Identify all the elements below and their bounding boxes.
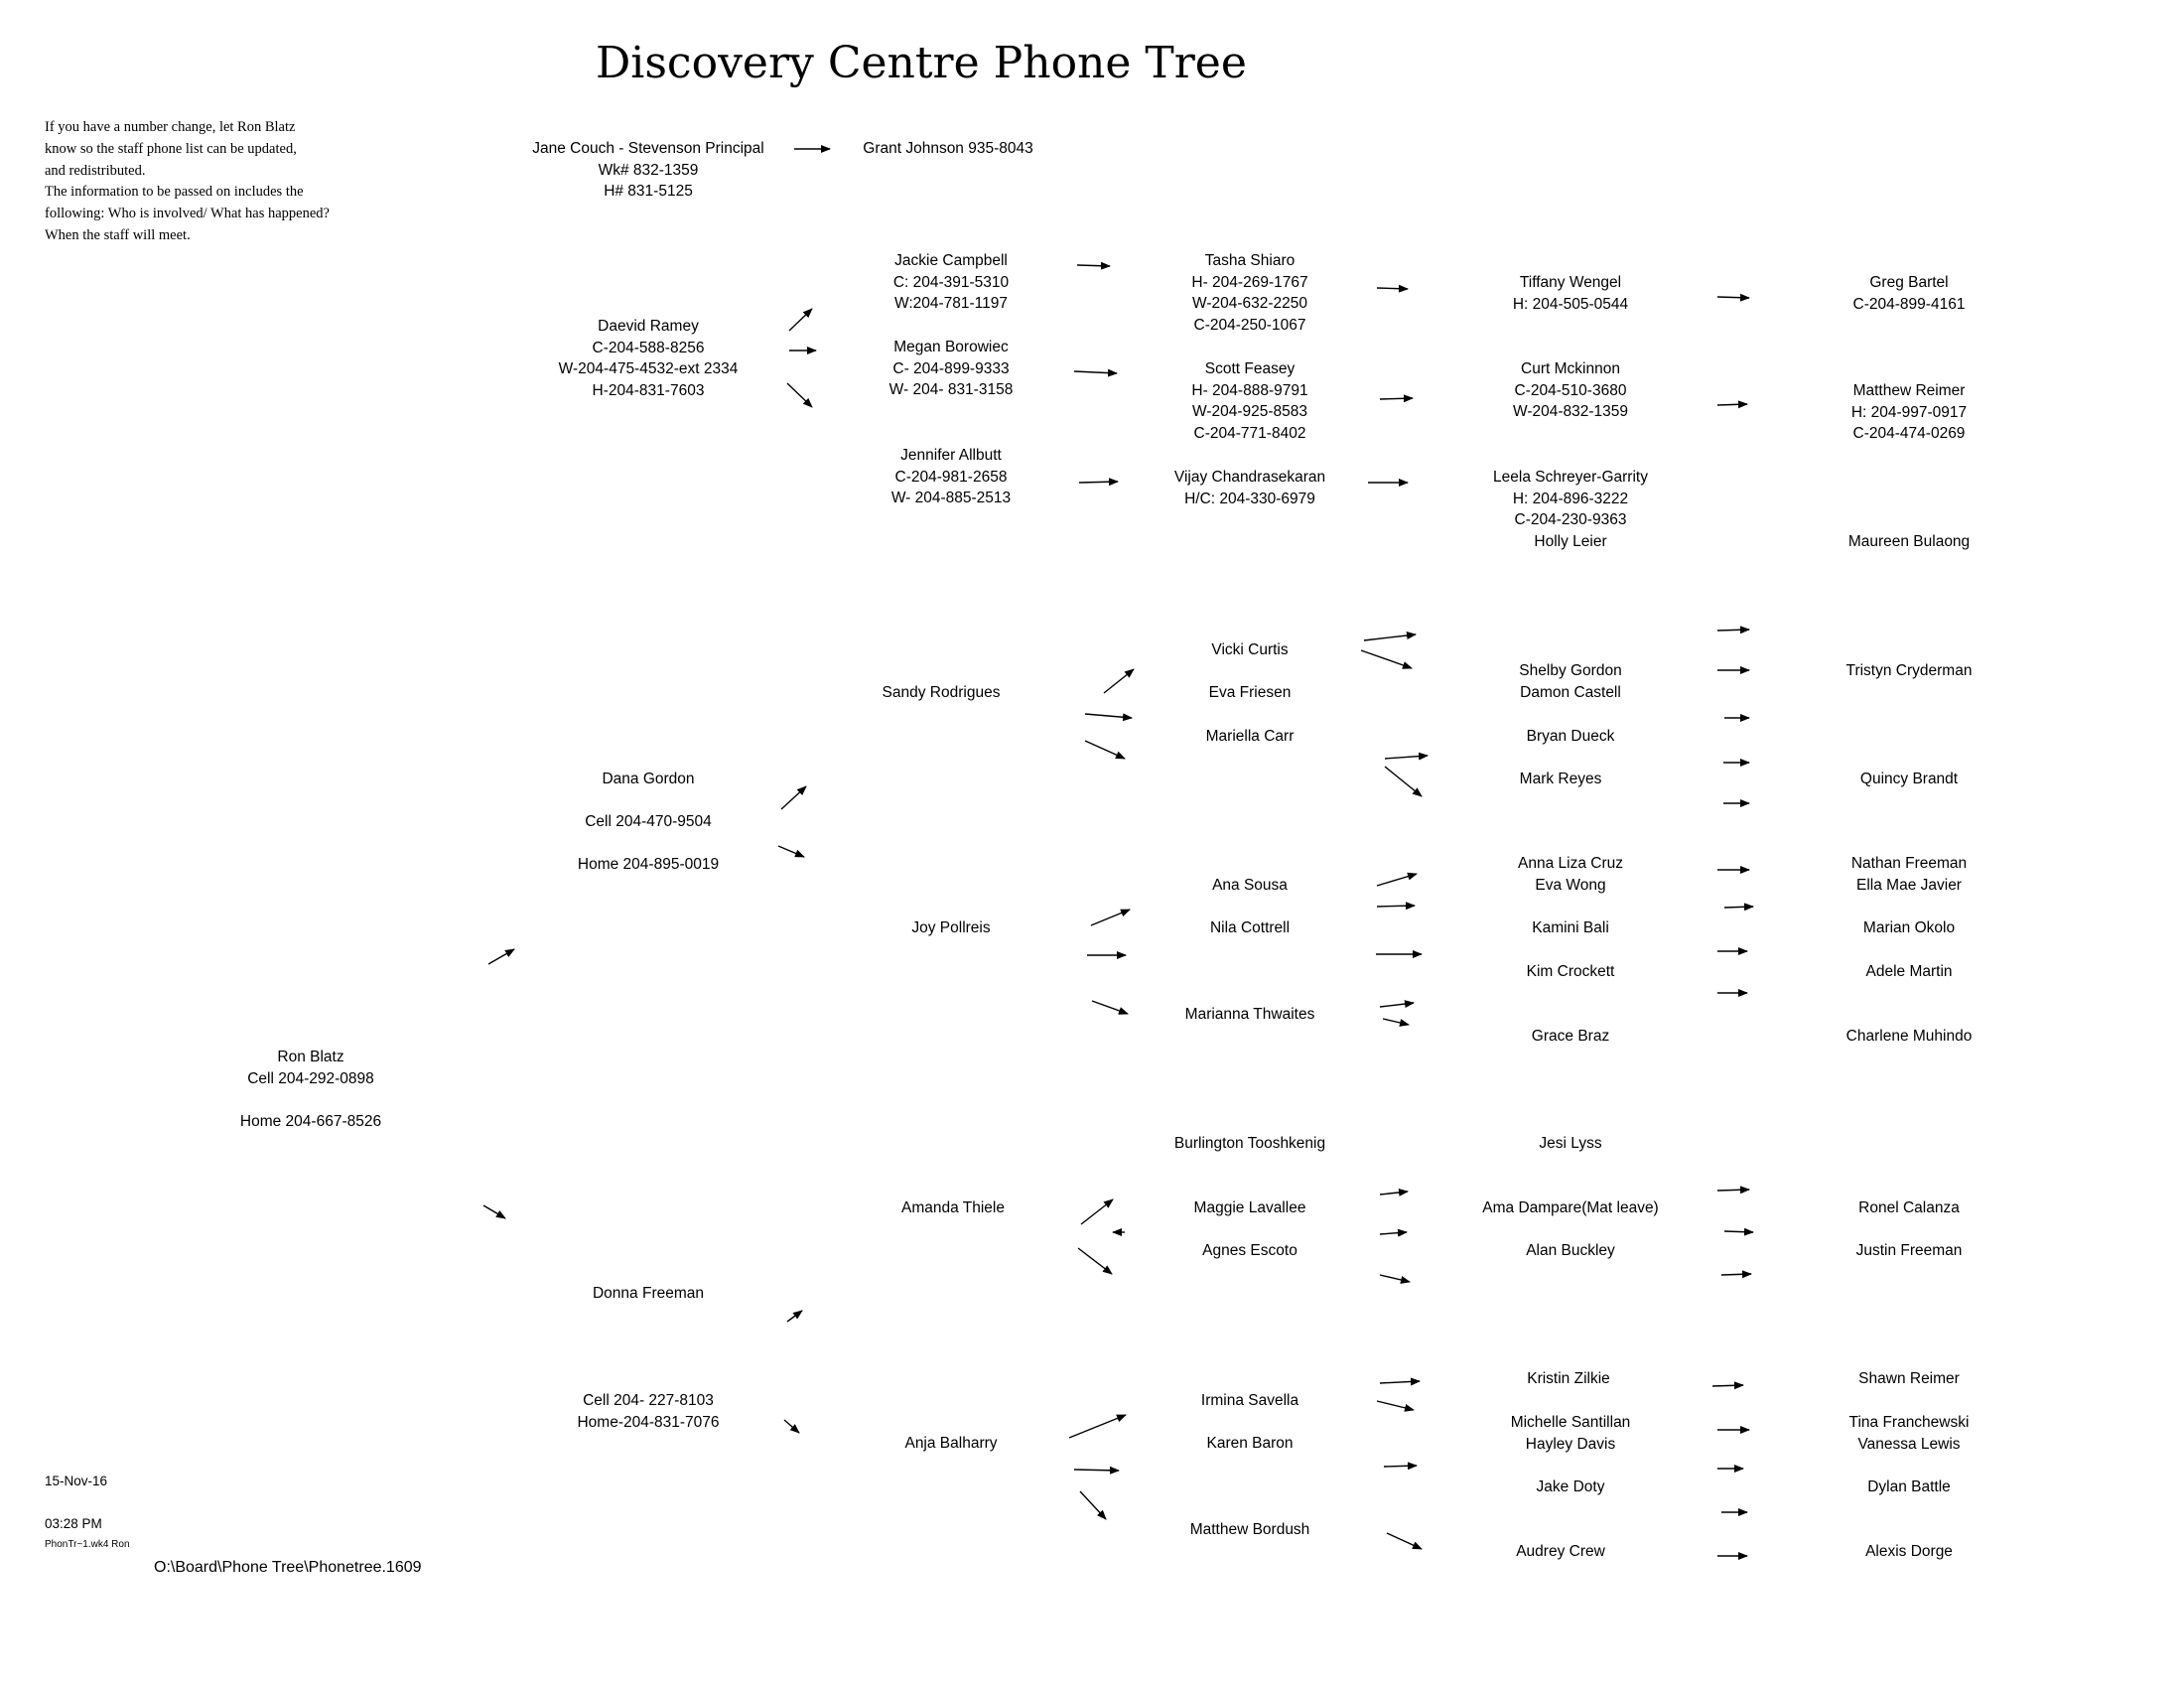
node-line: Vanessa Lewis — [1857, 1435, 1961, 1453]
node-jane-couch — [532, 138, 764, 203]
node-line: Anja Balharry — [904, 1435, 998, 1452]
connector-arrow — [1387, 1533, 1422, 1549]
node-burlington-tooshkenig — [1174, 1133, 1325, 1155]
connector-arrow — [778, 846, 804, 857]
node-line: Shawn Reimer — [1858, 1370, 1960, 1387]
connector-arrow — [787, 383, 812, 407]
node-justin-freeman — [1856, 1240, 1963, 1262]
node-jake-doty — [1537, 1477, 1605, 1498]
node-line: W:204-781-1197 — [893, 295, 1009, 313]
node-line: Tristyn Cryderman — [1845, 662, 1973, 679]
connector-arrow — [1380, 1381, 1420, 1383]
node-line: W-204-475-4532-ext 2334 — [558, 360, 739, 378]
node-line: Irmina Savella — [1200, 1392, 1299, 1409]
node-line: Marian Okolo — [1862, 919, 1956, 936]
node-scott-feasey — [1191, 358, 1307, 444]
node-line: Matthew Bordush — [1189, 1521, 1310, 1538]
node-line: Hayley Davis — [1525, 1435, 1616, 1453]
node-jennifer-allbutt — [891, 445, 1011, 509]
node-line: Jake Doty — [1536, 1478, 1605, 1495]
node-line: C-204-899-4161 — [1852, 295, 1966, 313]
node-line: Cell 204- 227-8103 — [583, 1392, 714, 1409]
node-line: Vijay Chandrasekaran — [1173, 469, 1326, 486]
node-shawn-reimer — [1858, 1368, 1960, 1390]
note-line: know so the staff phone list can be updated, — [45, 140, 297, 157]
node-ama-dampare — [1482, 1197, 1658, 1219]
node-alexis-dorge — [1865, 1541, 1953, 1563]
connector-arrow — [1380, 1275, 1410, 1282]
node-tiffany-wengel — [1513, 272, 1628, 315]
node-line: C-204-510-3680 — [1514, 381, 1627, 399]
node-line: Burlington Tooshkenig — [1173, 1135, 1326, 1152]
node-adele-martin — [1865, 961, 1952, 983]
node-line: H- 204-888-9791 — [1191, 381, 1308, 399]
node-line: C: 204-391-5310 — [892, 273, 1010, 291]
connector-arrow — [781, 786, 806, 809]
node-ana-sousa — [1212, 875, 1288, 897]
node-sandy-rodrigues — [883, 682, 1001, 704]
connector-arrow — [784, 1420, 799, 1433]
node-line: Grant Johnson 935-8043 — [863, 140, 1033, 157]
node-line: Agnes Escoto — [1202, 1242, 1297, 1259]
node-dylan-battle — [1867, 1477, 1951, 1498]
node-line: Ronel Calanza — [1858, 1199, 1960, 1216]
node-line: Tiffany Wengel — [1519, 274, 1622, 291]
node-line: Charlene Muhindo — [1845, 1028, 1973, 1045]
connector-arrow — [1085, 714, 1132, 718]
connector-arrow — [1717, 404, 1747, 405]
node-marian-okolo — [1863, 917, 1955, 939]
node-line: Greg Bartel — [1869, 274, 1949, 291]
connector-arrow — [1724, 907, 1753, 908]
footer-date: 15-Nov-16 — [45, 1474, 108, 1488]
node-line: Quincy Brandt — [1859, 771, 1959, 787]
node-line: Tasha Shiaro — [1204, 252, 1296, 269]
node-vijay-chandrasekaran — [1174, 467, 1325, 509]
node-line: Ana Sousa — [1212, 877, 1288, 894]
connector-arrow — [1717, 1190, 1749, 1191]
footer-file-short: PhonTr~1.wk4 Ron — [45, 1539, 130, 1550]
node-eva-friesen — [1209, 682, 1292, 704]
connector-arrow — [1081, 1199, 1113, 1224]
node-ron-blatz — [240, 1047, 381, 1132]
node-line: Home 204-895-0019 — [577, 856, 720, 874]
connector-arrow — [1377, 288, 1408, 289]
node-line: Adele Martin — [1865, 963, 1953, 980]
connector-arrow — [1380, 398, 1413, 399]
node-line: Home-204-831-7076 — [577, 1413, 720, 1431]
node-line: Joy Pollreis — [911, 919, 991, 936]
node-line: C-204-981-2658 — [894, 468, 1008, 486]
node-line: Nila Cottrell — [1209, 919, 1291, 936]
node-line: H: 204-997-0917 — [1850, 403, 1968, 421]
note-line: following: Who is involved/ What has happened? — [45, 206, 330, 222]
node-line: Mark Reyes — [1519, 771, 1602, 787]
node-megan-borowiec — [889, 337, 1014, 401]
node-shelby-gordon — [1519, 660, 1621, 703]
node-line: Nathan Freeman — [1850, 855, 1968, 872]
node-line: H- 204-269-1767 — [1191, 273, 1308, 291]
page-title: Discovery Centre Phone Tree — [596, 38, 1247, 88]
node-agnes-escoto — [1202, 1240, 1297, 1262]
node-jackie-campbell — [893, 250, 1009, 315]
node-line: Grace Braz — [1531, 1028, 1610, 1045]
node-line: Eva Wong — [1535, 876, 1606, 894]
node-line: Bryan Dueck — [1526, 728, 1615, 745]
connector-arrow — [1069, 1415, 1126, 1438]
node-line: Home 204-667-8526 — [239, 1112, 382, 1130]
node-michelle-santillan — [1511, 1412, 1631, 1455]
node-charlene-muhindo — [1846, 1026, 1973, 1048]
connector-arrow — [1085, 741, 1125, 759]
node-line: Cell 204-292-0898 — [247, 1069, 374, 1087]
node-mark-reyes — [1520, 769, 1602, 790]
node-line: Ella Mae Javier — [1856, 876, 1962, 894]
node-line: C-204-474-0269 — [1852, 425, 1966, 443]
connector-arrow — [1380, 1232, 1407, 1234]
connector-arrow — [1074, 1470, 1119, 1471]
node-anja-balharry — [904, 1433, 997, 1455]
node-line: W-204-832-1359 — [1512, 403, 1629, 421]
connector-arrow — [1077, 265, 1110, 266]
node-kristin-zilkie — [1527, 1368, 1610, 1390]
node-line: H# 831-5125 — [604, 183, 693, 201]
connector-arrow — [1092, 1001, 1128, 1014]
node-line: Maggie Lavallee — [1193, 1199, 1306, 1216]
connector-arrow — [1377, 906, 1415, 907]
node-matthew-reimer — [1851, 380, 1967, 445]
node-line: Amanda Thiele — [901, 1199, 1005, 1216]
footer-file-path: O:\Board\Phone Tree\Phonetree.1609 — [154, 1559, 422, 1576]
node-jesi-lyss — [1539, 1133, 1601, 1155]
connector-arrow — [1717, 630, 1749, 631]
node-bryan-dueck — [1527, 726, 1615, 748]
connector-arrow — [1104, 669, 1134, 693]
node-line: Holly Leier — [1534, 532, 1607, 550]
node-line: C- 204-899-9333 — [892, 359, 1010, 377]
node-line: Mariella Carr — [1205, 728, 1295, 745]
node-grant-johnson — [863, 138, 1032, 160]
node-line: Jennifer Allbutt — [900, 447, 1002, 464]
node-line: Daevid Ramey — [598, 318, 699, 335]
node-line: Vicki Curtis — [1211, 641, 1289, 658]
node-marianna-thwaites — [1185, 1004, 1315, 1026]
connector-arrow — [1380, 1003, 1414, 1007]
node-line: Justin Freeman — [1855, 1242, 1963, 1259]
node-anna-liza-cruz — [1518, 853, 1623, 896]
node-line: Ron Blatz — [277, 1049, 344, 1065]
node-alan-buckley — [1526, 1240, 1615, 1262]
node-karen-baron — [1206, 1433, 1293, 1455]
node-tasha-shiaro — [1191, 250, 1307, 336]
node-maureen-bulaong — [1848, 531, 1970, 553]
node-line: Marianna Thwaites — [1184, 1006, 1315, 1023]
node-line: Alexis Dorge — [1865, 1543, 1953, 1560]
node-line: C-204-588-8256 — [592, 339, 705, 356]
node-maggie-lavallee — [1194, 1197, 1306, 1219]
node-daevid-ramey — [559, 316, 739, 401]
connector-arrow — [1384, 1466, 1417, 1467]
node-irmina-savella — [1201, 1390, 1298, 1412]
node-mariella-carr — [1206, 726, 1295, 748]
node-line: Jackie Campbell — [894, 252, 1008, 269]
connector-arrow — [1361, 650, 1412, 668]
node-line: Tina Franchewski — [1848, 1414, 1970, 1431]
connector-arrow — [1080, 1491, 1106, 1519]
connector-arrow — [1091, 910, 1130, 925]
node-line: W- 204-885-2513 — [890, 490, 1012, 507]
node-line: Audrey Crew — [1516, 1543, 1605, 1560]
node-line: W- 204- 831-3158 — [888, 381, 1014, 399]
node-line — [578, 790, 719, 812]
node-line: Karen Baron — [1206, 1435, 1294, 1452]
node-line: Jesi Lyss — [1539, 1135, 1602, 1152]
node-line: W-204-925-8583 — [1191, 403, 1308, 421]
node-line: Sandy Rodrigues — [882, 684, 1001, 701]
connector-arrow — [1717, 297, 1749, 298]
connector-arrow — [1383, 1019, 1409, 1025]
node-leela-schreyer-garrity — [1493, 467, 1648, 552]
node-line: Jane Couch - Stevenson Principal — [532, 140, 764, 157]
connector-arrow — [1385, 767, 1422, 796]
node-line: C-204-250-1067 — [1193, 316, 1306, 334]
connector-arrow — [787, 1311, 802, 1322]
node-line: Kamini Bali — [1532, 919, 1609, 936]
connector-arrow — [1377, 1401, 1414, 1410]
node-grace-braz — [1532, 1026, 1609, 1048]
node-amanda-thiele — [901, 1197, 1005, 1219]
node-tristyn-cryderman — [1846, 660, 1973, 682]
connector-arrow — [789, 309, 812, 331]
node-line: C-204-230-9363 — [1514, 511, 1627, 529]
node-kim-crockett — [1527, 961, 1615, 983]
connector-arrow — [488, 949, 514, 964]
node-line: Kristin Zilkie — [1527, 1370, 1610, 1387]
node-line: Ama Dampare(Mat leave) — [1482, 1199, 1659, 1216]
node-line: Scott Feasey — [1204, 360, 1296, 377]
node-line: Dylan Battle — [1867, 1478, 1951, 1495]
node-vicki-curtis — [1211, 639, 1288, 661]
note-line: If you have a number change, let Ron Blatz — [45, 119, 296, 135]
note-line: When the staff will meet. — [45, 226, 191, 243]
node-line: Cell 204-470-9504 — [585, 813, 712, 831]
node-donna-phones — [577, 1390, 719, 1433]
node-donna-freeman — [593, 1283, 704, 1305]
connector-arrow — [1712, 1385, 1743, 1386]
node-line: Curt Mckinnon — [1521, 360, 1620, 377]
node-dana-gordon — [578, 769, 719, 876]
connector-arrow — [483, 1205, 505, 1218]
node-line: Kim Crockett — [1526, 963, 1615, 980]
connector-arrow — [1074, 371, 1117, 373]
node-line: Eva Friesen — [1208, 684, 1292, 701]
node-audrey-crew — [1516, 1541, 1605, 1563]
connector-arrow — [1385, 756, 1428, 759]
node-line: Shelby Gordon — [1519, 662, 1622, 679]
connector-arrow — [1721, 1274, 1751, 1275]
node-nathan-freeman — [1851, 853, 1967, 896]
node-line: H/C: 204-330-6979 — [1184, 490, 1315, 507]
node-line: Megan Borowiec — [893, 339, 1009, 355]
node-kamini-bali — [1532, 917, 1609, 939]
node-matthew-bordush — [1190, 1519, 1310, 1541]
node-line: W-204-632-2250 — [1191, 295, 1308, 313]
node-line: Michelle Santillan — [1510, 1414, 1631, 1431]
node-tina-franchewski — [1849, 1412, 1970, 1455]
node-line: H: 204-896-3222 — [1512, 490, 1629, 507]
node-nila-cottrell — [1210, 917, 1290, 939]
node-line: Leela Schreyer-Garrity — [1493, 469, 1648, 486]
connector-arrow — [1380, 1192, 1408, 1195]
node-line: Matthew Reimer — [1852, 382, 1966, 399]
node-line: Maureen Bulaong — [1847, 533, 1971, 550]
note-line: and redistributed. — [45, 162, 146, 179]
connector-arrow — [1724, 1231, 1753, 1232]
node-line: Damon Castell — [1520, 683, 1621, 701]
node-line: Anna Liza Cruz — [1518, 855, 1623, 872]
node-quincy-brandt — [1860, 769, 1958, 790]
node-line: Alan Buckley — [1526, 1242, 1615, 1259]
node-line: C-204-771-8402 — [1193, 424, 1306, 442]
node-curt-mckinnon — [1513, 358, 1628, 423]
node-line — [578, 833, 719, 855]
node-line — [240, 1089, 381, 1111]
connector-arrow — [1364, 634, 1416, 640]
connector-arrow — [1079, 482, 1118, 483]
node-line: Dana Gordon — [602, 771, 695, 787]
node-ronel-calanza — [1858, 1197, 1960, 1219]
node-line: Wk# 832-1359 — [598, 161, 699, 179]
connector-arrow — [1078, 1248, 1112, 1274]
node-line: H-204-831-7603 — [592, 381, 705, 399]
node-joy-pollreis — [911, 917, 990, 939]
note-line: The information to be passed on includes the — [45, 184, 304, 201]
node-greg-bartel — [1853, 272, 1966, 315]
node-line: Donna Freeman — [592, 1285, 705, 1302]
node-line: H: 204-505-0544 — [1512, 295, 1629, 313]
connector-arrow — [1377, 874, 1417, 886]
footer-time: 03:28 PM — [45, 1516, 102, 1531]
